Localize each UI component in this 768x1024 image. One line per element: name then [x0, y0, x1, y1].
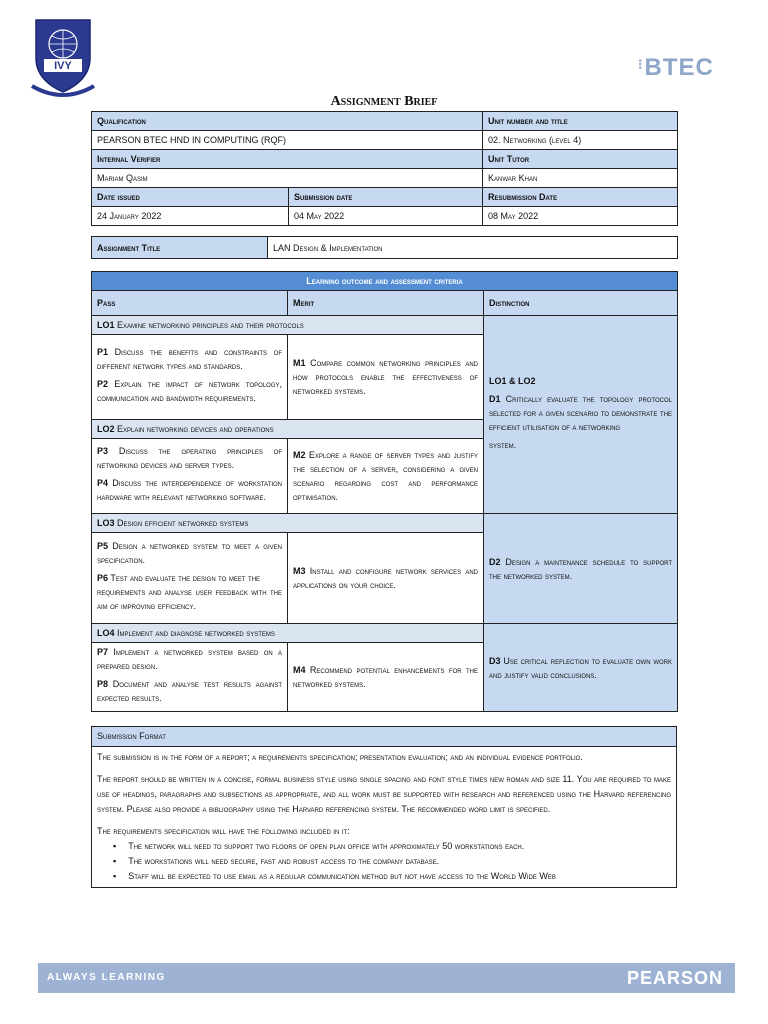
p1-p2-cell	[92, 335, 288, 420]
info-table	[91, 111, 678, 226]
p2-code: P2	[97, 379, 109, 389]
m1-text: Compare common networking principles and how protocols enable the effectiveness of networked systems.	[293, 358, 478, 396]
submission-format-table	[91, 726, 677, 888]
m3-text: Install and configure network services and applications on your choice.	[293, 566, 478, 590]
footer-pearson-logo: PEARSON	[626, 968, 723, 988]
p3-text: Discuss the operating principles of networking devices and server types.	[97, 446, 282, 470]
qualification-value: PEARSON BTEC HND IN COMPUTING (RQF)	[92, 131, 483, 150]
tutor-label: Unit Tutor	[483, 150, 678, 169]
p8-text: Document and analyse test results against expected results.	[97, 679, 282, 703]
list-item: ▪ Staff will be expected to use email as a regular communication method but not have access to the World Wide Web	[131, 869, 671, 884]
date-issued-label: Date issued	[92, 188, 289, 207]
assignment-title-table	[91, 236, 678, 259]
m1-code: M1	[293, 358, 306, 368]
p6-text: Test and evaluate the design to meet the	[110, 573, 261, 583]
p1-code: P1	[97, 347, 109, 357]
ivy-logo	[30, 14, 96, 100]
submission-format-body	[92, 747, 677, 888]
unit-value: 02. Networking (level 4)	[483, 131, 678, 150]
col-distinction: Distinction	[484, 291, 678, 316]
d3-code: D3	[489, 655, 501, 666]
criteria-heading: Learning outcome and assessment criteria	[92, 272, 678, 291]
p1-text: Discuss the benefits and constraints of different network types and standards.	[97, 347, 282, 371]
submission-para-1: The submission is in the form of a report; a requirements specification; presentation evaluation; and an individual evidence portfolio.	[97, 752, 583, 762]
m3-cell	[288, 533, 484, 624]
submission-para-2: The report should be written in a concise, formal business style using single spacing and font style times new roman and size 11. You are required to make use of headings, paragraphs and subsections as appropriate, and all work must be supported with research and referenced using the Harvard referencing system. Please also provide a bibliography using the Harvard referencing system. The recommended word limit is specified.	[97, 774, 671, 814]
d2-code: D2	[489, 556, 501, 567]
verifier-label: Internal Verifier	[92, 150, 483, 169]
m2-text: Explore a range of server types and justify the selection of a server, considering a given scenario regarding cost and performance optimisation.	[293, 450, 478, 502]
verifier-value: Mariam Qasim	[92, 169, 483, 188]
lo3-code: LO3	[97, 518, 115, 528]
d3-cell	[484, 624, 678, 712]
d1-heading: LO1 & LO2	[489, 375, 536, 386]
p5-code: P5	[97, 541, 109, 551]
requirements-list	[97, 839, 671, 884]
p7-text: Implement a networked system based on a prepared design.	[97, 647, 282, 671]
m4-text: Recommend potential enhancements for the networked systems.	[293, 665, 478, 689]
criteria-table	[91, 271, 678, 712]
unit-label: Unit number and title	[483, 112, 678, 131]
btec-logo: ⁝BTEC	[638, 54, 714, 81]
p7-p8-cell	[92, 643, 288, 712]
p3-code: P3	[97, 446, 109, 456]
d3-text: Use critical reflection to evaluate own work and justify valid conclusions.	[489, 655, 673, 680]
lo1-text: Examine networking principles and their protocols	[117, 320, 304, 330]
m4-cell	[288, 643, 484, 712]
list-item: ▪ The network will need to support two floors of open plan office with approximately 50 workstations each.	[131, 839, 671, 854]
d1-cell	[484, 316, 678, 514]
lo2-code: LO2	[97, 424, 115, 434]
p6-code: P6	[97, 573, 109, 583]
d1-text2: system.	[489, 439, 517, 450]
p5-p6-cell	[92, 533, 288, 624]
d1-code: D1	[489, 393, 501, 404]
p6-text2: requirements and analyse user feedback with the aim of improving efficiency.	[97, 587, 282, 611]
resubmission-date-label: Resubmission Date	[483, 188, 678, 207]
lo3-row	[92, 514, 484, 533]
p4-code: P4	[97, 478, 109, 488]
submission-date-label: Submission date	[289, 188, 483, 207]
btec-logo-text: BTEC	[644, 54, 714, 81]
col-merit: Merit	[288, 291, 484, 316]
d2-cell	[484, 514, 678, 624]
submission-para-3: The requirements specification will have the following included in it:	[97, 826, 350, 836]
p4-text: Discuss the interdependence of workstation hardware with relevant networking software.	[97, 478, 282, 502]
page-title: Assignment Brief	[330, 94, 438, 109]
resubmission-date-value: 08 May 2022	[483, 207, 678, 226]
lo2-text: Explain networking devices and operations	[117, 424, 274, 434]
assignment-title-label: Assignment Title	[92, 237, 268, 259]
d1-text: Critically evaluate the topology protocol selected for a given scenario to demonstrate the efficient utilisation of a networking	[489, 393, 673, 432]
lo3-text: Design efficient networked systems	[117, 518, 249, 528]
lo4-code: LO4	[97, 628, 115, 638]
m2-code: M2	[293, 450, 306, 460]
lo1-code: LO1	[97, 320, 115, 330]
submission-format-heading: Submission Format	[92, 727, 677, 747]
p2-text: Explain the impact of network topology, communication and bandwidth requirements.	[97, 379, 282, 403]
qualification-label: Qualification	[92, 112, 483, 131]
p3-p4-cell	[92, 439, 288, 514]
assignment-title-value: LAN Design & Implementation	[268, 237, 678, 259]
date-issued-value: 24 January 2022	[92, 207, 289, 226]
tutor-value: Kanwar Khan	[483, 169, 678, 188]
submission-date-value: 04 May 2022	[289, 207, 483, 226]
col-pass: Pass	[92, 291, 288, 316]
lo1-row	[92, 316, 484, 335]
footer-always-learning: ALWAYS LEARNING	[47, 972, 166, 983]
list-item: ▪ The workstations will need secure, fast and robust access to the company database.	[131, 854, 671, 869]
ivy-logo-text: IVY	[54, 60, 72, 72]
lo2-row	[92, 420, 484, 439]
p7-code: P7	[97, 647, 109, 657]
footer-bar	[38, 963, 735, 993]
p5-text: Design a networked system to meet a given specification.	[97, 541, 282, 565]
d2-text: Design a maintenance schedule to support the networked system.	[489, 556, 673, 581]
m4-code: M4	[293, 665, 306, 675]
m3-code: M3	[293, 566, 306, 576]
m1-cell	[288, 335, 484, 420]
lo4-text: Implement and diagnose networked systems	[117, 628, 275, 638]
m2-cell	[288, 439, 484, 514]
lo4-row	[92, 624, 484, 643]
p8-code: P8	[97, 679, 109, 689]
